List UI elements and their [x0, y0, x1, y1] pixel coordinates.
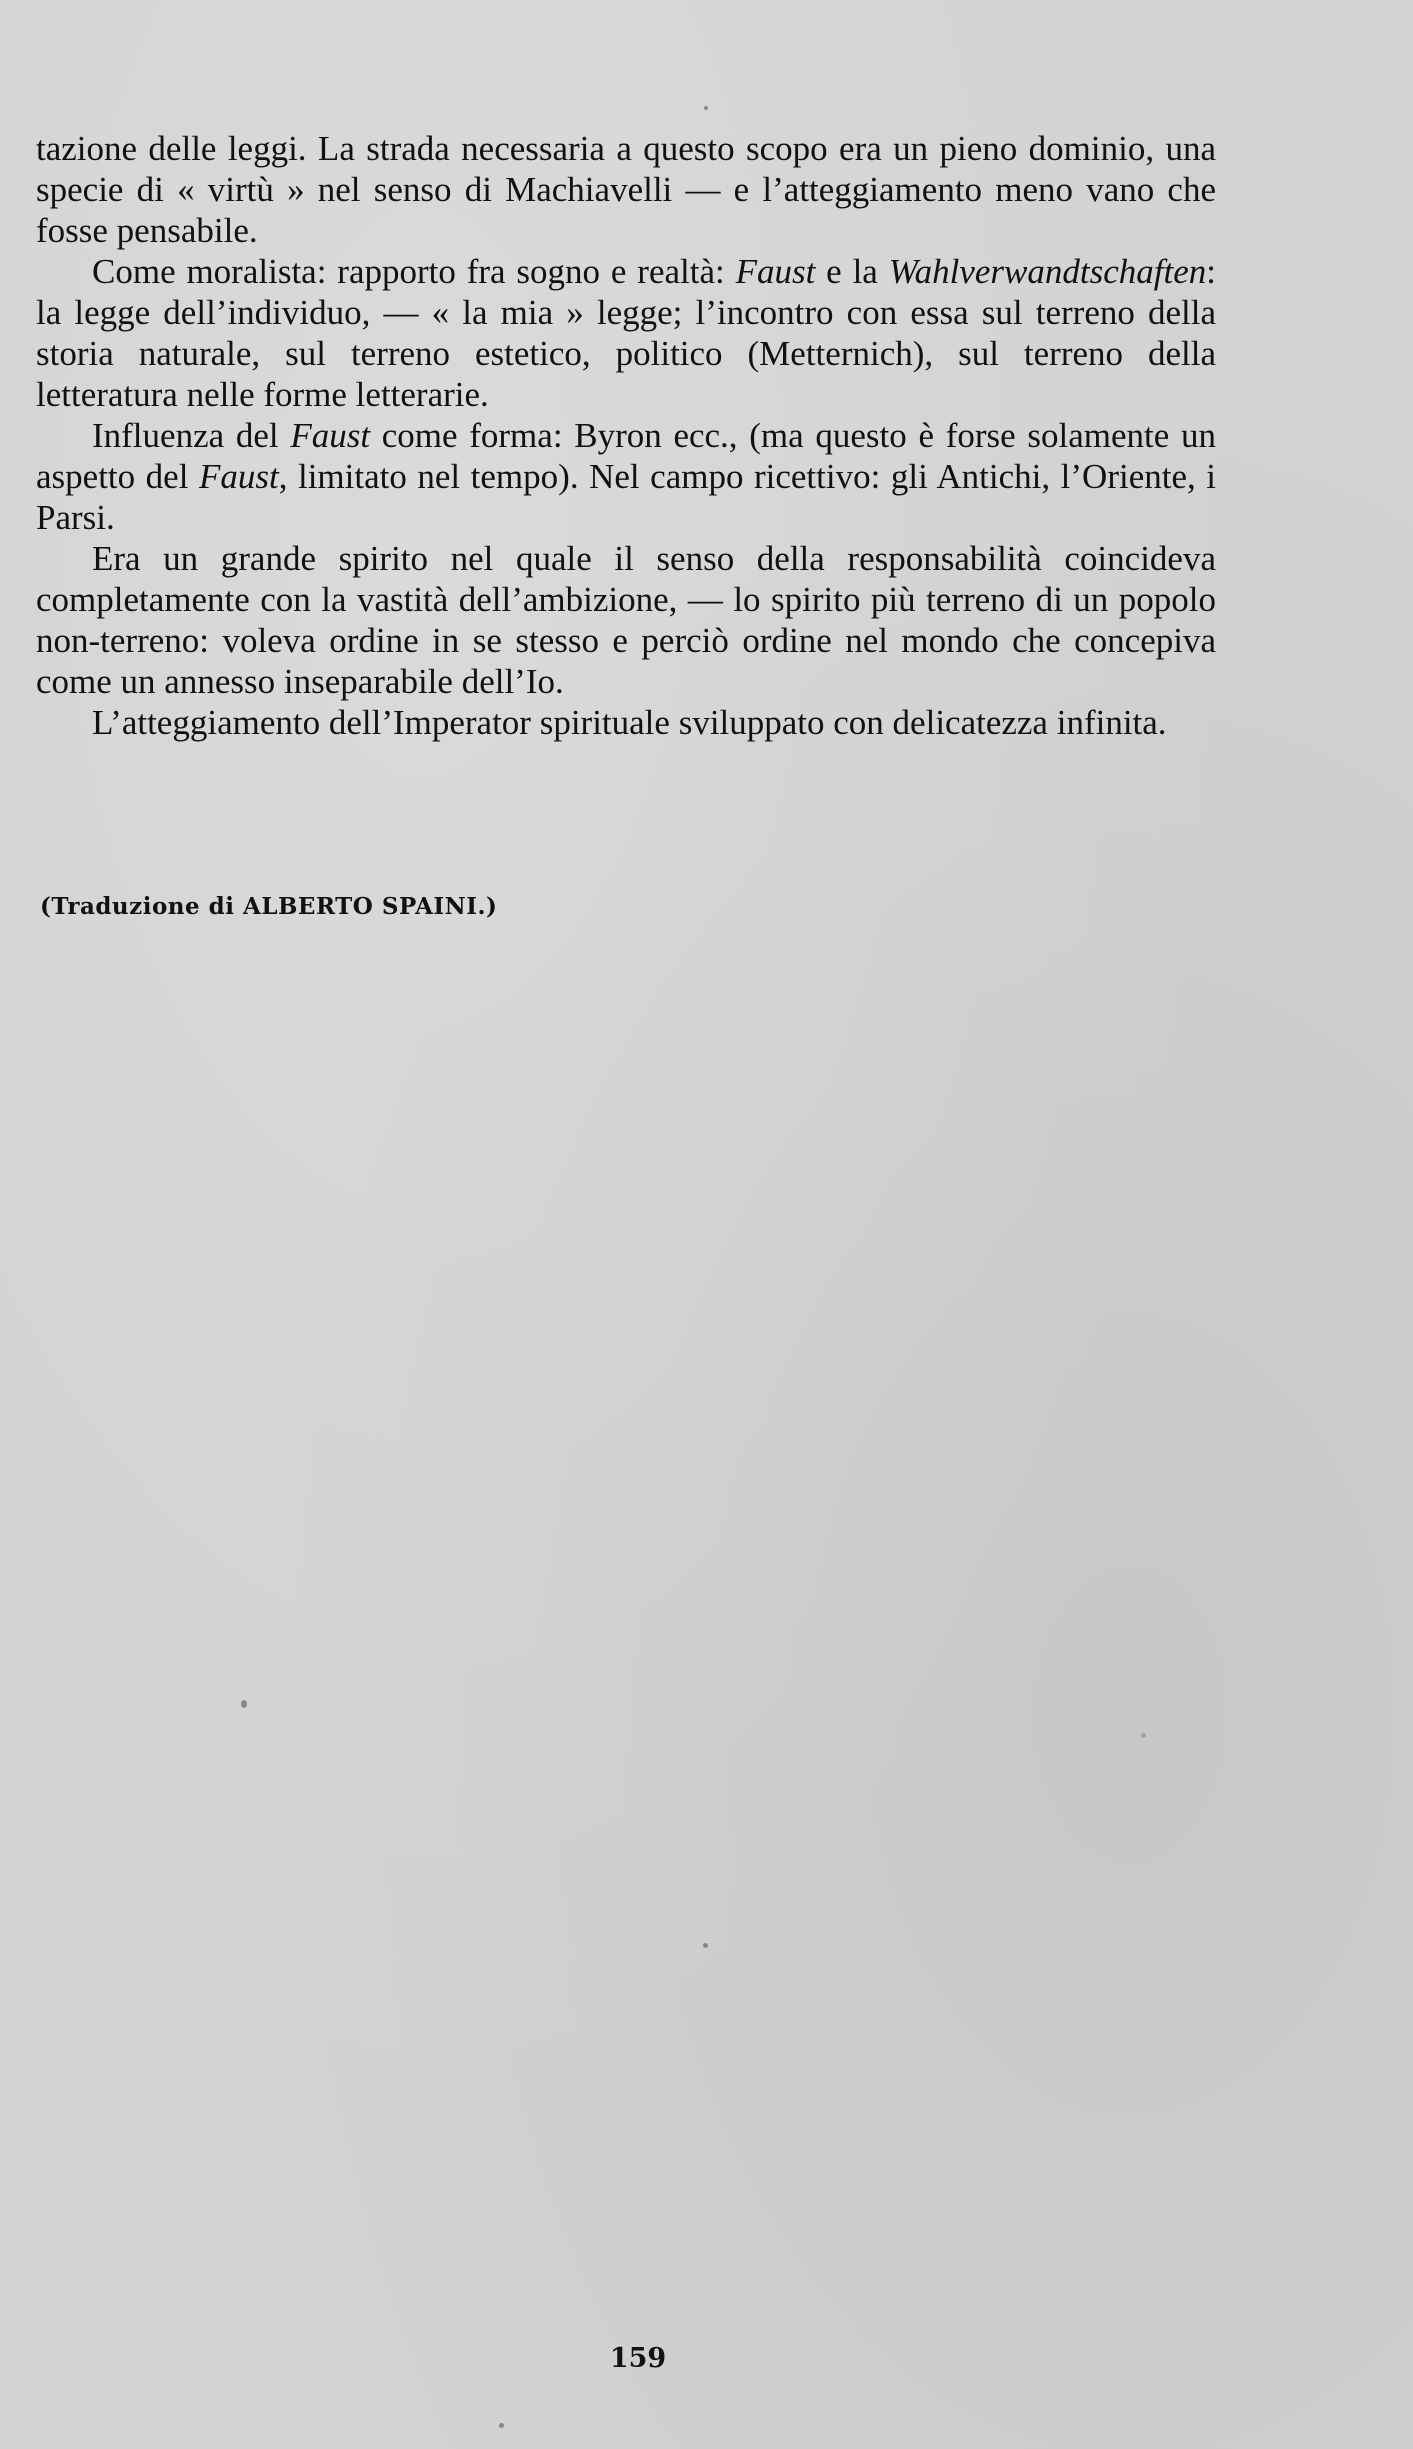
paragraph-2-part-e: : la legge dell’individuo, — « la mia » legge; l’incontro con essa sul terreno della storia naturale, sul terreno estetico, politico (Metternich), sul terreno della letteratura nelle forme letterarie. — [36, 252, 1216, 414]
paragraph-4-text: Era un grande spirito nel quale il senso della responsabilità coincideva completamente con la vastità dell’ambizione, — lo spirito più terreno di un popolo non-terreno: voleva ordine in se stesso e perciò ordine nel mondo che concepiva come un annesso inseparabile dell’Io. — [36, 539, 1216, 701]
print-speck — [703, 1943, 708, 1948]
translation-credit: (Traduzione di ALBERTO SPAINI.) — [40, 893, 498, 920]
title-faust: Faust — [198, 457, 279, 496]
title-faust: Faust — [290, 416, 371, 455]
paragraph-4 — [36, 538, 1216, 702]
print-speck — [499, 2423, 504, 2428]
paragraph-2 — [36, 251, 1216, 415]
body-text — [36, 128, 1216, 743]
paragraph-3 — [36, 415, 1216, 538]
print-speck — [704, 106, 708, 110]
page-number: 159 — [609, 2343, 667, 2374]
paragraph-3-part-a: Influenza del — [92, 416, 291, 455]
title-faust: Faust — [735, 252, 816, 291]
paragraph-3-part-e: , limitato nel tempo). Nel campo ricettivo: gli Antichi, l’Oriente, i Parsi. — [36, 457, 1216, 537]
paragraph-5-text: L’atteggiamento dell’Imperator spirituale sviluppato con delicatezza infinita. — [92, 703, 1167, 742]
title-wahlverwandtschaften: Wahlverwandtschaften — [888, 252, 1207, 291]
paragraph-5 — [36, 702, 1216, 743]
paragraph-1 — [36, 128, 1216, 251]
paragraph-3-part-c: come forma: Byron ecc., (ma questo è forse solamente un aspetto del — [36, 416, 1216, 496]
print-speck — [1141, 1733, 1146, 1738]
paragraph-1-text: tazione delle leggi. La strada necessaria a questo scopo era un pieno dominio, una specie di « virtù » nel senso di Machiavelli — e l’atteggiamento meno vano che fosse pensabile. — [36, 129, 1216, 250]
paragraph-2-part-c: e la — [815, 252, 889, 291]
paragraph-2-part-a: Come moralista: rapporto fra sogno e realtà: — [92, 252, 736, 291]
print-speck — [241, 1700, 247, 1708]
